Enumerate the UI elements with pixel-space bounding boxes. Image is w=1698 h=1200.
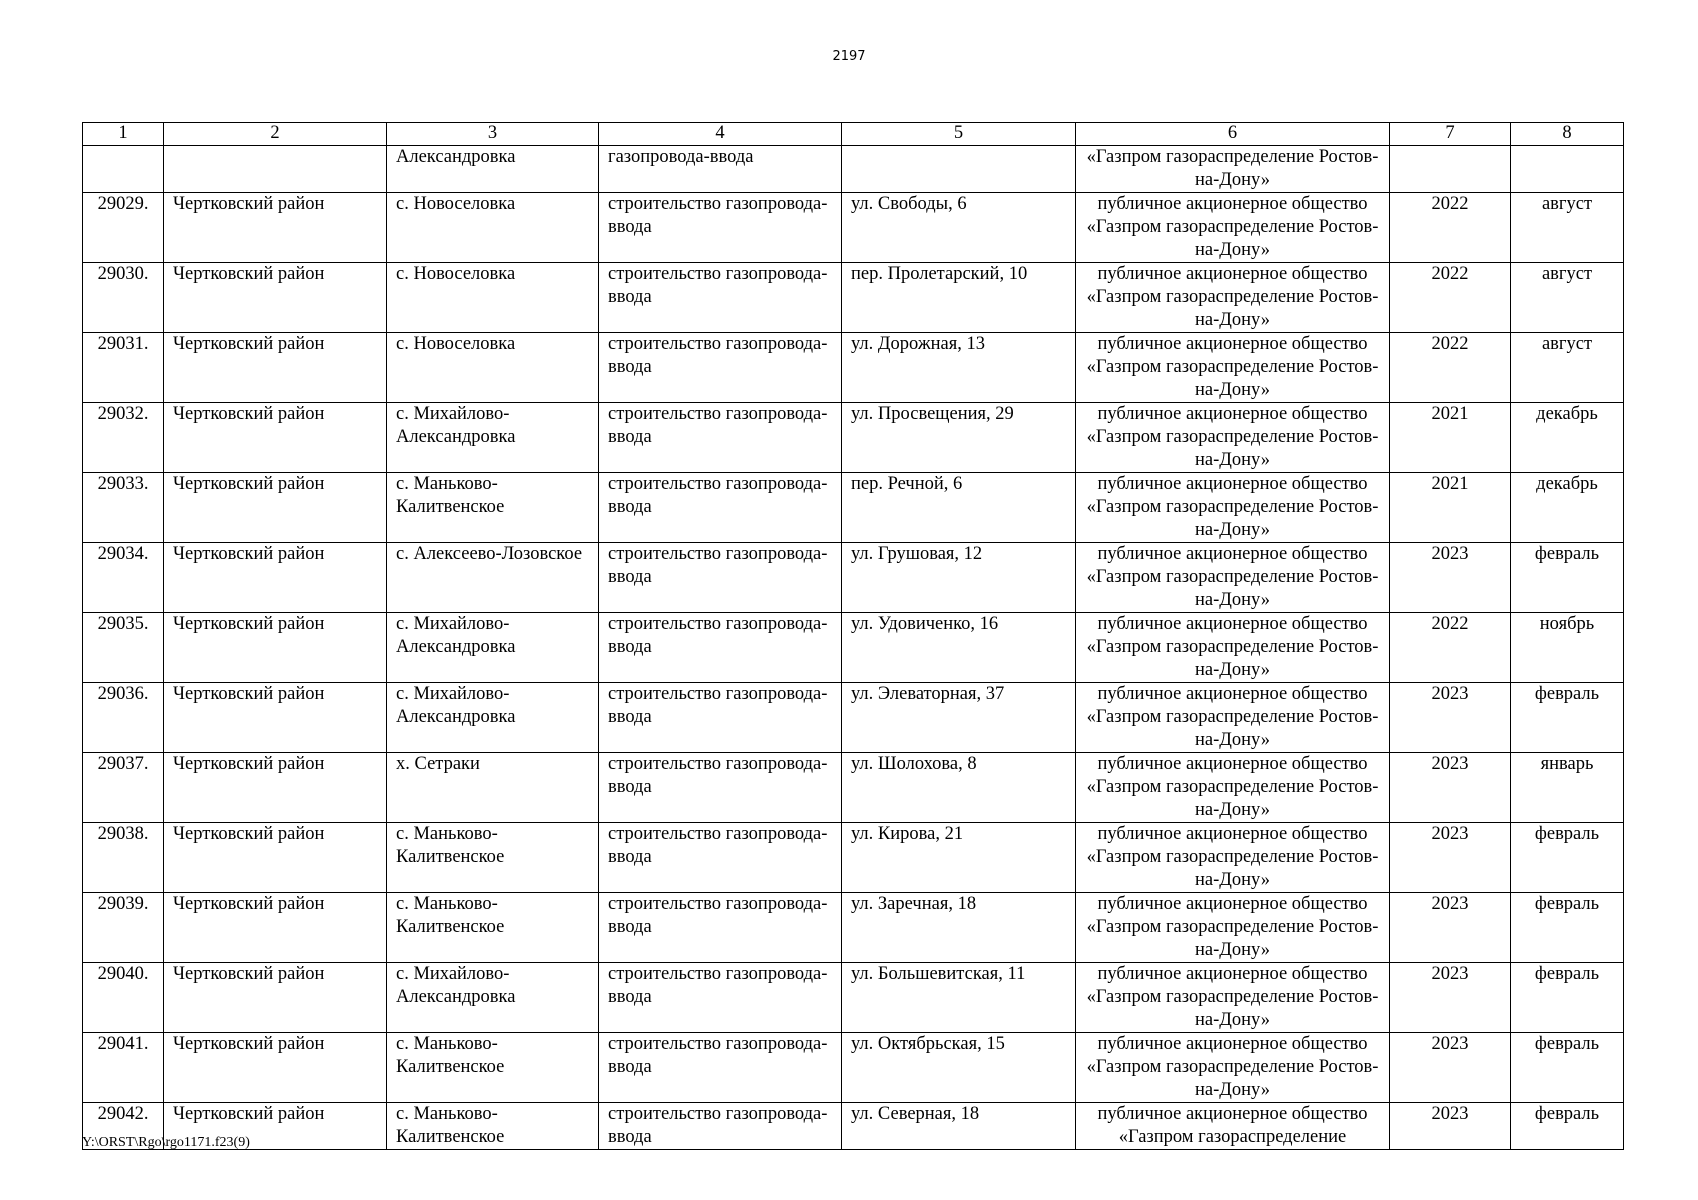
- cell-number: 29038.: [83, 823, 164, 893]
- cell-work: строительство газопровода-ввода: [599, 1103, 842, 1150]
- cell-organization: публичное акционерное общество «Газпром газораспределение: [1076, 1103, 1390, 1150]
- cell-work: строительство газопровода-ввода: [599, 333, 842, 403]
- cell-work: строительство газопровода-ввода: [599, 893, 842, 963]
- cell-year: 2021: [1390, 403, 1511, 473]
- cell-month: февраль: [1511, 1033, 1624, 1103]
- cell-month: февраль: [1511, 1103, 1624, 1150]
- cell-number: 29032.: [83, 403, 164, 473]
- cell-address: пер. Речной, 6: [842, 473, 1076, 543]
- cell-address: ул. Кирова, 21: [842, 823, 1076, 893]
- cell-address: ул. Элеваторная, 37: [842, 683, 1076, 753]
- cell-month: февраль: [1511, 683, 1624, 753]
- cell-number: 29040.: [83, 963, 164, 1033]
- cell-organization: публичное акционерное общество «Газпром газораспределение Ростов-на-Дону»: [1076, 543, 1390, 613]
- cell-organization: публичное акционерное общество «Газпром газораспределение Ростов-на-Дону»: [1076, 473, 1390, 543]
- cell-organization: публичное акционерное общество «Газпром газораспределение Ростов-на-Дону»: [1076, 403, 1390, 473]
- cell-year: 2023: [1390, 543, 1511, 613]
- cell-year: 2023: [1390, 893, 1511, 963]
- cell-district: Чертковский район: [164, 963, 387, 1033]
- cell-address: ул. Заречная, 18: [842, 893, 1076, 963]
- cell-number: 29041.: [83, 1033, 164, 1103]
- cell-locality: с. Михайлово-Александровка: [387, 613, 599, 683]
- cell-year: 2023: [1390, 1033, 1511, 1103]
- cell-organization: публичное акционерное общество «Газпром газораспределение Ростов-на-Дону»: [1076, 893, 1390, 963]
- cell-address: ул. Октябрьская, 15: [842, 1033, 1076, 1103]
- column-header-8: 8: [1511, 123, 1624, 146]
- cell-work: строительство газопровода-ввода: [599, 963, 842, 1033]
- cell-organization: публичное акционерное общество «Газпром газораспределение Ростов-на-Дону»: [1076, 823, 1390, 893]
- cell-year: 2023: [1390, 753, 1511, 823]
- cell-work: строительство газопровода-ввода: [599, 403, 842, 473]
- cell-year: [1390, 146, 1511, 193]
- column-header-6: 6: [1076, 123, 1390, 146]
- cell-year: 2023: [1390, 963, 1511, 1033]
- cell-month: август: [1511, 333, 1624, 403]
- cell-number: 29033.: [83, 473, 164, 543]
- cell-work: строительство газопровода-ввода: [599, 613, 842, 683]
- cell-locality: с. Маньково-Калитвенское: [387, 823, 599, 893]
- cell-district: Чертковский район: [164, 893, 387, 963]
- cell-number: 29031.: [83, 333, 164, 403]
- cell-locality: с. Маньково-Калитвенское: [387, 1033, 599, 1103]
- table-row: [83, 543, 1624, 613]
- cell-district: Чертковский район: [164, 543, 387, 613]
- column-header-7: 7: [1390, 123, 1511, 146]
- table-row: [83, 473, 1624, 543]
- cell-district: [164, 146, 387, 193]
- cell-district: Чертковский район: [164, 193, 387, 263]
- cell-organization: публичное акционерное общество «Газпром газораспределение Ростов-на-Дону»: [1076, 613, 1390, 683]
- cell-work: строительство газопровода-ввода: [599, 193, 842, 263]
- cell-work: газопровода-ввода: [599, 146, 842, 193]
- header-row: [83, 123, 1624, 146]
- cell-year: 2022: [1390, 333, 1511, 403]
- cell-month: январь: [1511, 753, 1624, 823]
- cell-number: 29036.: [83, 683, 164, 753]
- cell-address: ул. Большевитская, 11: [842, 963, 1076, 1033]
- cell-number: 29034.: [83, 543, 164, 613]
- table-row: [83, 403, 1624, 473]
- cell-district: Чертковский район: [164, 403, 387, 473]
- cell-locality: с. Михайлово-Александровка: [387, 683, 599, 753]
- cell-month: [1511, 146, 1624, 193]
- column-header-2: 2: [164, 123, 387, 146]
- column-header-1: 1: [83, 123, 164, 146]
- table-row: [83, 1103, 1624, 1150]
- cell-number: 29039.: [83, 893, 164, 963]
- cell-work: строительство газопровода-ввода: [599, 823, 842, 893]
- cell-locality: с. Маньково-Калитвенское: [387, 1103, 599, 1150]
- footer-file-path: Y:\ORST\Rgo\rgo1171.f23(9): [82, 1135, 250, 1150]
- cell-district: Чертковский район: [164, 263, 387, 333]
- cell-month: декабрь: [1511, 473, 1624, 543]
- cell-organization: публичное акционерное общество «Газпром газораспределение Ростов-на-Дону»: [1076, 263, 1390, 333]
- cell-year: 2022: [1390, 263, 1511, 333]
- cell-organization: «Газпром газораспределение Ростов-на-Дону»: [1076, 146, 1390, 193]
- cell-organization: публичное акционерное общество «Газпром газораспределение Ростов-на-Дону»: [1076, 193, 1390, 263]
- cell-year: 2021: [1390, 473, 1511, 543]
- cell-month: ноябрь: [1511, 613, 1624, 683]
- cell-number: 29029.: [83, 193, 164, 263]
- cell-year: 2023: [1390, 683, 1511, 753]
- cell-number: 29030.: [83, 263, 164, 333]
- cell-address: ул. Шолохова, 8: [842, 753, 1076, 823]
- cell-locality: с. Михайлово-Александровка: [387, 963, 599, 1033]
- cell-address: ул. Свободы, 6: [842, 193, 1076, 263]
- cell-work: строительство газопровода-ввода: [599, 753, 842, 823]
- table-row: [83, 613, 1624, 683]
- cell-number: [83, 146, 164, 193]
- column-header-4: 4: [599, 123, 842, 146]
- table-row: [83, 683, 1624, 753]
- cell-locality: с. Новоселовка: [387, 263, 599, 333]
- cell-address: ул. Удовиченко, 16: [842, 613, 1076, 683]
- cell-month: февраль: [1511, 893, 1624, 963]
- cell-address: пер. Пролетарский, 10: [842, 263, 1076, 333]
- cell-organization: публичное акционерное общество «Газпром газораспределение Ростов-на-Дону»: [1076, 1033, 1390, 1103]
- cell-locality: с. Новоселовка: [387, 193, 599, 263]
- cell-year: 2023: [1390, 823, 1511, 893]
- cell-organization: публичное акционерное общество «Газпром газораспределение Ростов-на-Дону»: [1076, 683, 1390, 753]
- cell-locality: с. Маньково-Калитвенское: [387, 473, 599, 543]
- continued-row: [83, 146, 1624, 193]
- cell-district: Чертковский район: [164, 1033, 387, 1103]
- cell-month: август: [1511, 193, 1624, 263]
- cell-address: ул. Дорожная, 13: [842, 333, 1076, 403]
- cell-district: Чертковский район: [164, 473, 387, 543]
- cell-district: Чертковский район: [164, 753, 387, 823]
- cell-locality: с. Маньково-Калитвенское: [387, 893, 599, 963]
- cell-work: строительство газопровода-ввода: [599, 543, 842, 613]
- cell-year: 2023: [1390, 1103, 1511, 1150]
- table-row: [83, 823, 1624, 893]
- cell-month: февраль: [1511, 963, 1624, 1033]
- cell-number: 29042.: [83, 1103, 164, 1150]
- cell-organization: публичное акционерное общество «Газпром газораспределение Ростов-на-Дону»: [1076, 333, 1390, 403]
- table-row: [83, 193, 1624, 263]
- gas-pipeline-table: [82, 122, 1624, 1150]
- cell-address: ул. Северная, 18: [842, 1103, 1076, 1150]
- table-row: [83, 963, 1624, 1033]
- cell-number: 29037.: [83, 753, 164, 823]
- cell-number: 29035.: [83, 613, 164, 683]
- cell-month: август: [1511, 263, 1624, 333]
- cell-locality: Александровка: [387, 146, 599, 193]
- cell-district: Чертковский район: [164, 823, 387, 893]
- table-row: [83, 753, 1624, 823]
- cell-locality: с. Алексеево-Лозовское: [387, 543, 599, 613]
- cell-year: 2022: [1390, 193, 1511, 263]
- table-row: [83, 333, 1624, 403]
- cell-work: строительство газопровода-ввода: [599, 1033, 842, 1103]
- cell-work: строительство газопровода-ввода: [599, 263, 842, 333]
- column-header-5: 5: [842, 123, 1076, 146]
- column-header-3: 3: [387, 123, 599, 146]
- cell-organization: публичное акционерное общество «Газпром газораспределение Ростов-на-Дону»: [1076, 963, 1390, 1033]
- cell-address: [842, 146, 1076, 193]
- cell-organization: публичное акционерное общество «Газпром газораспределение Ростов-на-Дону»: [1076, 753, 1390, 823]
- cell-locality: с. Михайлово-Александровка: [387, 403, 599, 473]
- cell-year: 2022: [1390, 613, 1511, 683]
- cell-locality: с. Новоселовка: [387, 333, 599, 403]
- cell-district: Чертковский район: [164, 333, 387, 403]
- cell-work: строительство газопровода-ввода: [599, 683, 842, 753]
- table-row: [83, 893, 1624, 963]
- cell-district: Чертковский район: [164, 613, 387, 683]
- cell-month: февраль: [1511, 543, 1624, 613]
- cell-address: ул. Просвещения, 29: [842, 403, 1076, 473]
- cell-month: февраль: [1511, 823, 1624, 893]
- cell-month: декабрь: [1511, 403, 1624, 473]
- page-number: 2197: [832, 49, 866, 64]
- table-row: [83, 263, 1624, 333]
- cell-work: строительство газопровода-ввода: [599, 473, 842, 543]
- cell-district: Чертковский район: [164, 1103, 387, 1150]
- cell-locality: х. Сетраки: [387, 753, 599, 823]
- cell-district: Чертковский район: [164, 683, 387, 753]
- cell-address: ул. Грушовая, 12: [842, 543, 1076, 613]
- table-row: [83, 1033, 1624, 1103]
